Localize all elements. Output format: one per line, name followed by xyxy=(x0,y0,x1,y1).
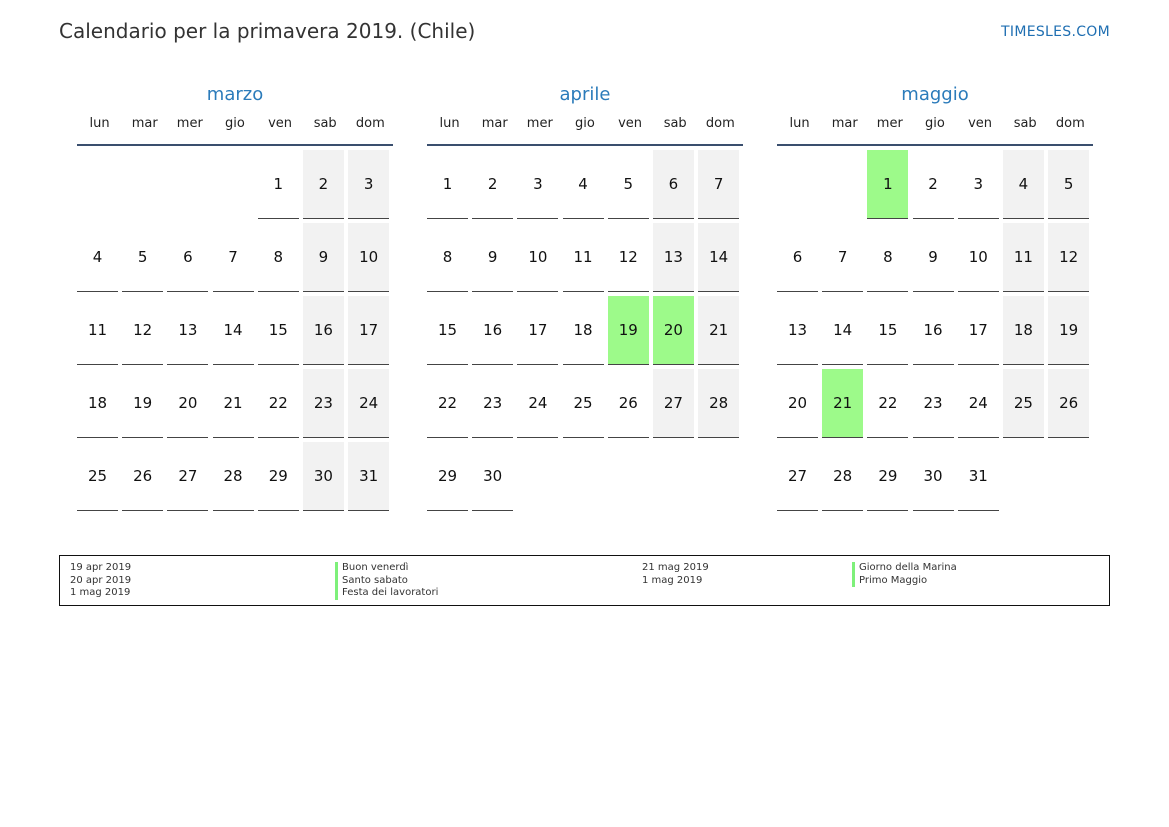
day-cell: 25 xyxy=(77,442,118,511)
month-title: maggio xyxy=(901,84,969,105)
empty-cell xyxy=(777,150,818,219)
day-cell: 5 xyxy=(122,223,163,292)
day-cell: 26 xyxy=(1048,369,1089,438)
weekday-label: lun xyxy=(89,116,110,131)
day-cell: 5 xyxy=(608,150,649,219)
legend-dates-1 xyxy=(70,562,131,600)
day-cell: 31 xyxy=(348,442,389,511)
day-cell: 28 xyxy=(698,369,739,438)
weekday-label: mer xyxy=(526,116,553,131)
empty-cell xyxy=(213,150,254,219)
legend-date: 19 apr 2019 xyxy=(70,562,132,573)
legend-date: 1 mag 2019 xyxy=(642,574,703,586)
day-cell: 29 xyxy=(258,442,299,511)
weekday-label: mer xyxy=(176,116,203,131)
weekday-label: mar xyxy=(831,116,858,131)
day-cell: 1 xyxy=(427,150,468,219)
day-cell: 8 xyxy=(258,223,299,292)
legend-names-2 xyxy=(852,562,957,587)
holiday-legend xyxy=(59,555,1110,606)
day-cell: 19 xyxy=(1048,296,1089,365)
weekday-header xyxy=(427,110,743,146)
day-cell: 13 xyxy=(167,296,208,365)
day-cell: 20 xyxy=(167,369,208,438)
day-cell: 27 xyxy=(167,442,208,511)
day-cell: 14 xyxy=(698,223,739,292)
day-cell: 8 xyxy=(427,223,468,292)
day-cell: 12 xyxy=(1048,223,1089,292)
weekday-label: sab xyxy=(313,116,337,131)
legend-holiday-name: Buon venerdì xyxy=(335,562,438,575)
day-cell: 9 xyxy=(913,223,954,292)
day-cell: 20 xyxy=(777,369,818,438)
weekday-label: lun xyxy=(789,116,810,131)
day-cell: 15 xyxy=(867,296,908,365)
month-title: marzo xyxy=(206,84,264,105)
holiday-day-cell: 1 xyxy=(867,150,908,219)
day-cell: 1 xyxy=(258,150,299,219)
day-cell: 26 xyxy=(608,369,649,438)
day-cell: 11 xyxy=(1003,223,1044,292)
empty-cell xyxy=(822,150,863,219)
weekday-label: mer xyxy=(876,116,903,131)
legend-dates-2 xyxy=(642,562,709,587)
day-cell: 3 xyxy=(517,150,558,219)
day-cell: 16 xyxy=(913,296,954,365)
weekday-label: gio xyxy=(575,116,595,131)
holiday-day-cell: 20 xyxy=(653,296,694,365)
day-cell: 8 xyxy=(867,223,908,292)
legend-holiday-name: Giorno della Marina xyxy=(852,562,957,575)
day-cell: 30 xyxy=(472,442,513,511)
legend-holiday-name: Primo Maggio xyxy=(852,575,957,588)
day-cell: 17 xyxy=(348,296,389,365)
day-cell: 27 xyxy=(653,369,694,438)
day-cell: 11 xyxy=(77,296,118,365)
month-may xyxy=(777,82,1093,511)
day-cell: 24 xyxy=(348,369,389,438)
page-title: Calendario per la primavera 2019. (Chile) xyxy=(59,19,476,43)
day-grid xyxy=(777,146,1093,511)
weekday-label: lun xyxy=(439,116,460,131)
day-cell: 23 xyxy=(303,369,344,438)
day-cell: 7 xyxy=(213,223,254,292)
day-cell: 23 xyxy=(913,369,954,438)
month-title: aprile xyxy=(559,84,611,105)
weekday-label: ven xyxy=(618,116,643,131)
legend-date: 20 apr 2019 xyxy=(70,574,132,586)
day-cell: 25 xyxy=(563,369,604,438)
day-cell: 28 xyxy=(213,442,254,511)
weekday-label: ven xyxy=(968,116,993,131)
day-cell: 10 xyxy=(348,223,389,292)
weekday-label: gio xyxy=(925,116,945,131)
day-cell: 9 xyxy=(472,223,513,292)
day-cell: 14 xyxy=(822,296,863,365)
day-cell: 9 xyxy=(303,223,344,292)
weekday-label: dom xyxy=(1055,116,1085,131)
holiday-day-cell: 19 xyxy=(608,296,649,365)
day-cell: 30 xyxy=(303,442,344,511)
day-cell: 12 xyxy=(608,223,649,292)
day-cell: 13 xyxy=(653,223,694,292)
weekday-label: ven xyxy=(268,116,293,131)
day-cell: 31 xyxy=(958,442,999,511)
day-cell: 29 xyxy=(867,442,908,511)
legend-holiday-name: Santo sabato xyxy=(335,575,438,588)
day-cell: 30 xyxy=(913,442,954,511)
weekday-label: dom xyxy=(355,116,385,131)
day-cell: 18 xyxy=(1003,296,1044,365)
day-grid xyxy=(427,146,743,511)
weekday-label: sab xyxy=(663,116,687,131)
weekday-header xyxy=(77,110,393,146)
day-cell: 22 xyxy=(867,369,908,438)
day-cell: 27 xyxy=(777,442,818,511)
day-cell: 14 xyxy=(213,296,254,365)
legend-holiday-name: Festa dei lavoratori xyxy=(335,587,438,600)
weekday-header xyxy=(777,110,1093,146)
day-cell: 11 xyxy=(563,223,604,292)
day-cell: 7 xyxy=(822,223,863,292)
day-cell: 6 xyxy=(167,223,208,292)
day-cell: 19 xyxy=(122,369,163,438)
day-cell: 25 xyxy=(1003,369,1044,438)
empty-cell xyxy=(167,150,208,219)
day-cell: 3 xyxy=(348,150,389,219)
day-cell: 12 xyxy=(122,296,163,365)
day-cell: 13 xyxy=(777,296,818,365)
day-cell: 18 xyxy=(563,296,604,365)
day-cell: 2 xyxy=(913,150,954,219)
day-cell: 24 xyxy=(517,369,558,438)
day-cell: 6 xyxy=(777,223,818,292)
weekday-label: mar xyxy=(481,116,508,131)
day-cell: 2 xyxy=(472,150,513,219)
day-cell: 4 xyxy=(77,223,118,292)
day-cell: 3 xyxy=(958,150,999,219)
month-march xyxy=(77,82,393,511)
day-cell: 6 xyxy=(653,150,694,219)
day-cell: 15 xyxy=(427,296,468,365)
weekday-label: dom xyxy=(705,116,735,131)
empty-cell xyxy=(77,150,118,219)
day-cell: 7 xyxy=(698,150,739,219)
day-cell: 17 xyxy=(958,296,999,365)
day-cell: 17 xyxy=(517,296,558,365)
day-cell: 18 xyxy=(77,369,118,438)
weekday-label: gio xyxy=(225,116,245,131)
day-cell: 22 xyxy=(427,369,468,438)
day-cell: 10 xyxy=(517,223,558,292)
legend-date: 1 mag 2019 xyxy=(70,587,131,599)
day-cell: 16 xyxy=(472,296,513,365)
legend-date: 21 mag 2019 xyxy=(642,562,709,573)
day-cell: 21 xyxy=(698,296,739,365)
weekday-label: sab xyxy=(1013,116,1037,131)
day-cell: 4 xyxy=(1003,150,1044,219)
day-cell: 5 xyxy=(1048,150,1089,219)
empty-cell xyxy=(122,150,163,219)
day-cell: 24 xyxy=(958,369,999,438)
day-cell: 16 xyxy=(303,296,344,365)
day-cell: 2 xyxy=(303,150,344,219)
weekday-label: mar xyxy=(131,116,158,131)
day-cell: 29 xyxy=(427,442,468,511)
day-cell: 28 xyxy=(822,442,863,511)
month-april xyxy=(427,82,743,511)
day-cell: 15 xyxy=(258,296,299,365)
holiday-day-cell: 21 xyxy=(822,369,863,438)
day-cell: 4 xyxy=(563,150,604,219)
brand-link[interactable]: TIMESLES.COM xyxy=(1001,24,1110,40)
day-cell: 26 xyxy=(122,442,163,511)
day-cell: 22 xyxy=(258,369,299,438)
day-cell: 21 xyxy=(213,369,254,438)
day-cell: 10 xyxy=(958,223,999,292)
day-cell: 23 xyxy=(472,369,513,438)
day-grid xyxy=(77,146,393,511)
legend-names-1 xyxy=(335,562,438,600)
